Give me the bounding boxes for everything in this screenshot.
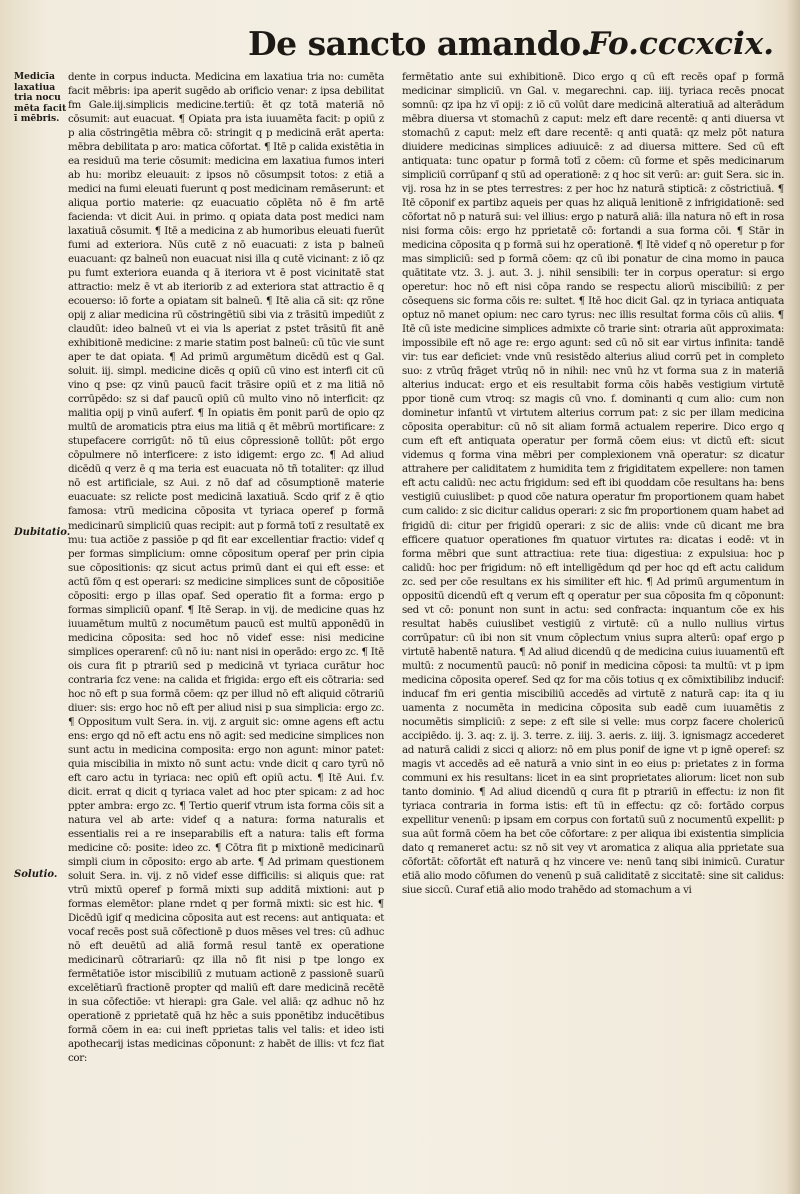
margin-note-solutio: Solutio. xyxy=(14,869,58,880)
margin-note-medicina: Medicīa laxatiua tria nocu mēta facit ī mēbris. xyxy=(14,71,67,125)
margin-note-dubitatio: Dubitatio. xyxy=(14,527,71,538)
page-edge-shadow xyxy=(786,0,800,1194)
page-header xyxy=(0,24,800,68)
running-title: De sancto amando. xyxy=(248,24,592,63)
folio-number: Fo.cccxcix. xyxy=(587,26,774,62)
right-column-paragraph: fermētatio ante sui exhibitionē. Dico ergo q cū eft recēs opaf p formā medicinar simpliciū. vn Gal. v. megarechni. cap. iiij. tyriaca recēs pnocat somnū: qz ipa hz vī opij: z iō cū volūt dare medicinā alteratiuā ad alterādum mēbra diuersa vt stomachū z caput: melz eft dare recentē: q anti diuersa vt stomachū z caput: melz eft dare recentē: q anti quatā: qz melz pōt natura diuidere medicinas simplices adiuuicē: z ad diuersa mittere. Sed cū eft antiquata: tunc opatur p formā totī z cōem: cū forme et spēs medicinarum simpliciū corrūpanf q stū ad operationē: z q hoc sit verū: ar: guit Sera. sic in. vij. rosa hz in se ptes terrestres: z per hoc hz naturā stipticā: z cōstrictiuā. ¶ Itē cōponif ex partibz aqueis per quas hz aliquā lenitionē z infrigidationē: sed cōfortat nō p naturā sui: vel illius: ergo p naturā aliā: illa natura nō eft in rosa nisi forma cōis: ergo hz pprietatē cō: fortandi a sua forma cōi. ¶ Stār in medicina cōposita q p formā sui hz operationē. ¶ Itē videf q nō operetur p for mas simpliciū: sed p formā cōem: qz cū ibi ponatur de cina momo in pauca quātitate vtz. 3. j. aut. 3. j. nihil sensibili: ter in corpus operatur: si ergo operetur: hoc nō eft nisi cōpa rando se respectu aliorū miscibiliū: z per cōsequens sic forma cōis re: sultet. ¶ Itē hoc dicit Gal. qz in tyriaca antiquata optuz nō manet opium: nec caro tyrus: nec illis resultat forma cōis cū aliis. ¶ Itē cū iste medicine simplices admixte cō trarie sint: otraria aūt approximata: impossibile eft nō age re: ergo agunt: sed cū nō sit ear virtus infinita: tandē vir: tus ear deficiet: vnde vnū resistēdo alterius aliud corrū pet in completo suo: z vtrūq frāget vtrūq nō in nihil: nec vnū hz vt forma sua z in materiā alterius inducat: ergo et eis resultabit forma cōis habēs vestigium virtutē ppor tionē cum vtroq: sz magis cū vno. f. dominanti q cum alio: cum non dominetur infantū vt virtutem alterius corrum pat: z sic per illam medicina cōposita operabitur: cū nō sit aliam formā actualem reperire. Dico ergo q cum eft eft antiquata operatur per formā cōem eius: vt dictū eft: sicut videmus q forma vina mēbri per complexionem vnā operatur: sz dicatur attrahere per caliditatem z humidita tem z frigiditatem expellere: non tamen eft actu calidū: nec actu frigidum: sed eft ibi quoddam cōe resultans ha: bens vestigiū cuiuslibet: p quod cōe natura operatur fm proportionem quam habet cum calido: z sic dicitur calidus operari: z sic fm proportionem quam habet ad frigidū di: citur per frigidū operari: z sic de aliis: vnde cū dicant me bra efficere quatuor operationes fm quatuor virtutes ra: dicatas i eodē: vt in forma mēbri que sunt attractiua: rete tiua: digestiua: z expulsiua: hoc p calidū: hoc per frigidum: nō eft intelligēdum qd per hoc qd eft actu calidum zc. sed per cōe resultans ex his similiter eft hic. ¶ Ad primū argumentum in oppositū dicendū eft q verum eft q operatur per sua cōposita fm q cōponunt: sed vt cō: ponunt non sunt in actu: sed confracta: inquantum cōe ex his resultat habēs cuiuslibet vestigiū z virtutē: cū a nullo nullius virtus corrūpatur: cū ibi non sit vnum cōplectum vnius supra alterū: opaf ergo p virtutē habentē natura. ¶ Ad aliud dicendū q de medicina cuius iuuamentū eft multū: z nocumentū paucū: nō ponif in medicina cōposi: ta multū: vt p ipm medicina cōposita operef. Sed qz for ma cōis totius q ex cōmixtibilibz inducif: inducaf fm eri gentia miscibiliū accedēs ad virtutē z naturā cap: ita q iu uamenta z nocumēta in medicina cōposita sub eadē cum iuuamētis z nocumētis simpliciū: z sepe: z eft sile si velle: mus corpz facere cholericū accipiēdo. ij. 3. aq: z. ij. 3. terre. z. iiij. 3. aeris. z. iiij. 3. ignismagz accederet ad naturā calidi z sicci q aliorz: nō em plus ponif de igne vt p ignē operef: sz magis vt accedēs ad eē naturā a vnio sint in eo eius p: prietates z in forma communi ex his resultans: licet in ea sint proprietates aliorum: licet non sub tanto dominio. ¶ Ad aliud dicendū q cura fit p ptrariū in effectu: iz non fit tyriaca contraria in forma istis: eft tū in effectu: qz cō: fortādo corpus expellitur venenū: p ipsam em corpus con fortatū suū z nocumentū expellit: p sua aūt formā cōem ha bet cōe cōfortare: z per aliqua ibi existentia simplicia dato q remaneret actu: sz nō sit vey vt aromatica z aliqua alia pprietate sua cōfortāt: cōfortāt eft naturā q hz vincere ve: nenū tanq sibi inimicū. Curatur etiā alio modo cōfumen do venenū p suā caliditatē z siccitatē: sine sit calidus: siue siccū. Curaf etiā alio modo trahēdo ad stomachum a vi xyxy=(402,71,784,896)
left-text-column xyxy=(68,70,384,1180)
left-column-paragraph: dente in corpus inducta. Medicina em laxatiua tria no: cumēta facit mēbris: ipa aperit sugēdo ab orificio venar: z ipsa debilitat fm Gale.iij.simplicis medicine.tertiū: ēt qz totā materiā nō cōsumit: aut euacuat. ¶ Opiata pra ista iuuamēta facit: p opiū z p alia cōstringētia mēbra cō: stringit q p medicinā erāt aperta: mēbra debilitata p aro: matica cōfortat. ¶ Itē p calida existētia in ea residuū ma terie cōsumit: medicina em laxatiua fumos interi ab hu: moribz eleuauit: z ipsos nō cōsumpsit totos: z etiā a medici na fumi eleuati fuerunt q post medicinam remāserunt: et aliqua portio materie: qz euacuatio cōplēta nō ē fm artē facienda: vt dicit Aui. in primo. q opiata data post medici nam laxatiuā cōsumit. ¶ Itē a medicina z ab humoribus eleuati fuerūt fumi ad exteriora. Nūs cutē z nō euacuati: z ista p balneū euacuant: qz balneū non euacuat nisi illa q cutē vicinant: z iō qz pu fumt exteriora euanda q ā iteriora vt ē post vicinitatē stat attractio: melz ē vt ab iteriorib z ad exteriora stat attractio ē q ecouerso: iō forte a opiatam sit balneū. ¶ Itē alia cā sit: qz rōne opij z aliar medicina rū cōstringētiū sibi via z trāsitū impediūt z claudūt: ideo balneū vt ei via ls aperiat z pstet trāsitū fit anē exhibitionē medicine: z marie statim post balneū: cū tūc vie sunt aper te dat opiata. ¶ Ad primū argumētum dicēdū est q Gal. soluit. iij. simpl. medicine dicēs q opiū cū vino est interfi cit cū vino q pse: qz vinū paucū facit trāsire opiū et z ma litiā nō corrūpēdo: sz si daf paucū opiū cū multo vino nō interficit: qz malitia opij p vinū auferf. ¶ In opiatis ēm ponit parū de opio qz multū de aromaticis ptra eius ma litiā q ēt mēbrū mortificare: z stupefacere corrigūt: nō tū eius cōpressionē tollūt: pōt ergo cōpulmere nō interficere: z isto idigemt: ergo zc. ¶ Ad aliud dicēdū q verz ē q ma teria est euacuata nō tñ totaliter: qz illud nō est artificiale, sz Aui. z nō daf ad cōsumptionē materie euacuate: sz relicte post medicinā laxatiuā. Scdo qrif z ē qtio famosa: vtrū medicina cōposita vt tyriaca operef p formā medicinarū simpliciū quas recipit: aut p formā totī z resultatē ex mu: tua actiōe z passiōe p qd fit ear excellentiar fractio: videf q per formas simplicium: omne cōpositum operaf per prin cipia sue cōpositionis: qz sicut actus primū dant ei qui eft esse: et actū fōm q est operari: sz medicine simplices sunt de cōpositiōe cōpositi: ergo p illas opaf. Sed operatio fit a forma: ergo p formas simpliciū opanf. ¶ Itē Serap. in vij. de medicine quas hz iuuamētum multū z nocumētum paucū est multū apponēdū in medicina cōposita: sed hoc nō videf esse: nisi medicine simplices operarenf: cū nō iu: nant nisi in operādo: ergo zc. ¶ Itē ois cura fit p ptrariū sed p medicinā vt tyriaca curātur hoc contraria fcz vene: na calida et frigida: ergo eft eis cōtraria: sed hoc nō eft p sua formā cōem: qz per illud nō eft aliquid cōtrariū diuer: sis: ergo hoc nō eft per aliud nisi p sua simplicia: ergo zc. ¶ Oppositum vult Sera. in. vij. z arguit sic: omne agens eft actu ens: ergo qd nō eft actu ens nō agit: sed medicine simplices non sunt actu in medicina composita: ergo non agunt: minor patet: quia miscibilia in mixto nō sunt actu: vnde dicit q caro tyrū nō eft caro actu in tyriaca: nec opiū eft opiū actu. ¶ Itē Aui. f.v. dicit. errat q dicit q tyriaca valet ad hoc pter spicam: z ad hoc ppter ambra: ergo zc. ¶ Tertio querif vtrum ista forma cōis sit a natura vel ab arte: videf q a natura: forma naturalis et essentialis rei a re inseparabilis eft a natura: talis eft forma medicine cō: posite: ideo zc. ¶ Cōtra fit p mixtionē medicinarū simpli cium in cōposito: ergo ab arte. ¶ Ad primam questionem soluit Sera. in. vij. z nō videf esse difficilis: si aliquis que: rat vtrū mixtū operef p formā mixti sup additā mixtioni: aut p formas elemētor: plane rndet q per formā mixti: sic est hic. ¶ Dicēdū igif q medicina cōposita aut est recens: aut antiquata: et vocaf recēs post suā cōfectionē p duos mēses vel tres: cū adhuc nō eft deuētū ad aliā formā resul tantē ex operatione medicinarū cōtrariarū: qz illa nō fit nisi p tpe longo ex fermētatiōe istor miscibiliū z mutuam actionē z passionē suarū excelētiarū fractionē propter qd maliū eft dare medicinā recētē in sua cōfectiōe: vt hierapi: gra Gale. vel aliā: qz adhuc nō hz operationē z pprietatē quā hz hēc a suis pponētibz inducētibus formā cōem in ea: cui ineft pprietas talis vel talis: et ideo isti apothecarij istas medicinas cōponunt: z habēt de illis: vt fcz fiat cor: xyxy=(68,71,384,1065)
right-text-column xyxy=(402,70,784,1180)
